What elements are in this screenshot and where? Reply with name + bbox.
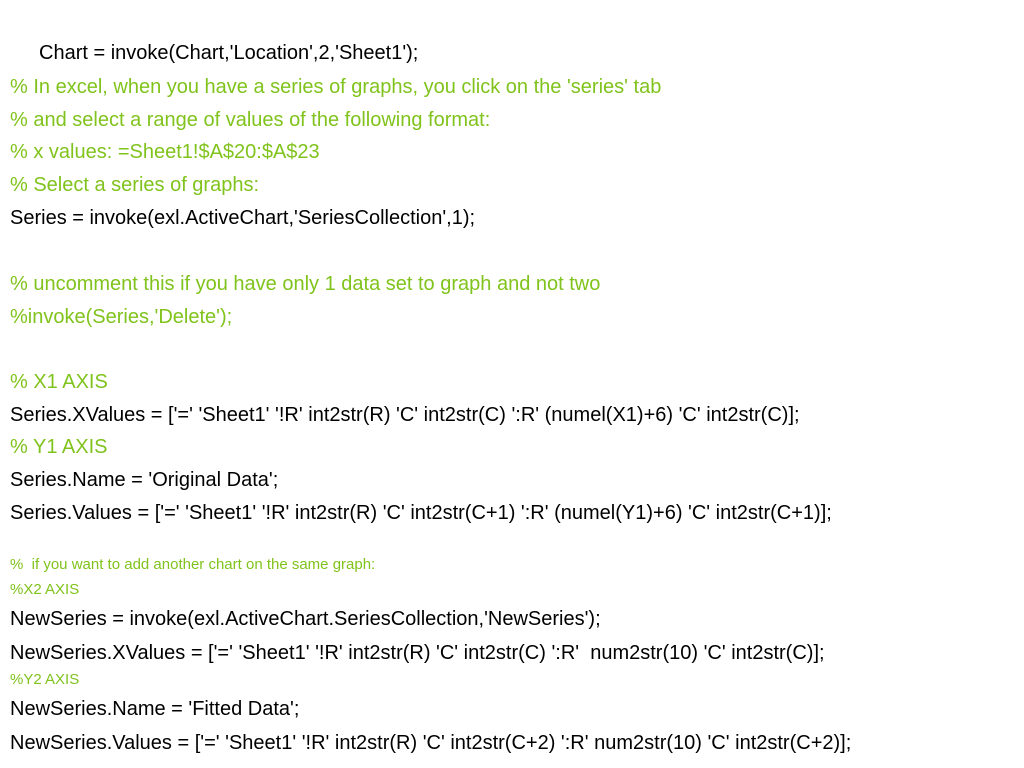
code-line-newseries-values: NewSeries.Values = ['=' 'Sheet1' '!R' int2str(R) 'C' int2str(C+2) ':R' num2str(10) 'C' int2str(C+2)]; [10, 732, 852, 754]
code-line-newseries-name: NewSeries.Name = 'Fitted Data'; [10, 698, 300, 720]
comment-line-excel-series-tab: % In excel, when you have a series of graphs, you click on the 'series' tab [10, 76, 662, 98]
code-line-series-invoke: Series = invoke(exl.ActiveChart,'SeriesCollection',1); [10, 207, 476, 229]
code-line-newseries-xvalues: NewSeries.XValues = ['=' 'Sheet1' '!R' int2str(R) 'C' int2str(C) ':R' num2str(10) 'C' int2str(C)]; [10, 642, 825, 664]
code-line-series-xvalues: Series.XValues = ['=' 'Sheet1' '!R' int2str(R) 'C' int2str(C) ':R' (numel(X1)+6) 'C' int2str(C)]; [10, 404, 800, 426]
comment-line-select-range: % and select a range of values of the following format: [10, 109, 491, 131]
code-line-series-name: Series.Name = 'Original Data'; [10, 469, 279, 491]
comment-line-uncomment-note: % uncomment this if you have only 1 data set to graph and not two [10, 273, 601, 295]
comment-line-delete-series: %invoke(Series,'Delete'); [10, 306, 233, 328]
comment-line-x2-axis: %X2 AXIS [10, 581, 80, 598]
code-line-newseries-invoke: NewSeries = invoke(exl.ActiveChart.SeriesCollection,'NewSeries'); [10, 608, 601, 630]
comment-line-y1-axis: % Y1 AXIS [10, 436, 108, 458]
comment-line-x-values-format: % x values: =Sheet1!$A$20:$A$23 [10, 141, 320, 163]
comment-line-y2-axis: %Y2 AXIS [10, 671, 80, 688]
comment-line-x1-axis: % X1 AXIS [10, 371, 108, 393]
code-line-series-values: Series.Values = ['=' 'Sheet1' '!R' int2str(R) 'C' int2str(C+1) ':R' (numel(Y1)+6) 'C' int2str(C+1)]; [10, 502, 832, 524]
code-line-chart-location: Chart = invoke(Chart,'Location',2,'Sheet1'); [39, 42, 419, 64]
comment-line-select-series: % Select a series of graphs: [10, 174, 260, 196]
comment-line-add-another-chart: % if you want to add another chart on the same graph: [10, 556, 376, 573]
